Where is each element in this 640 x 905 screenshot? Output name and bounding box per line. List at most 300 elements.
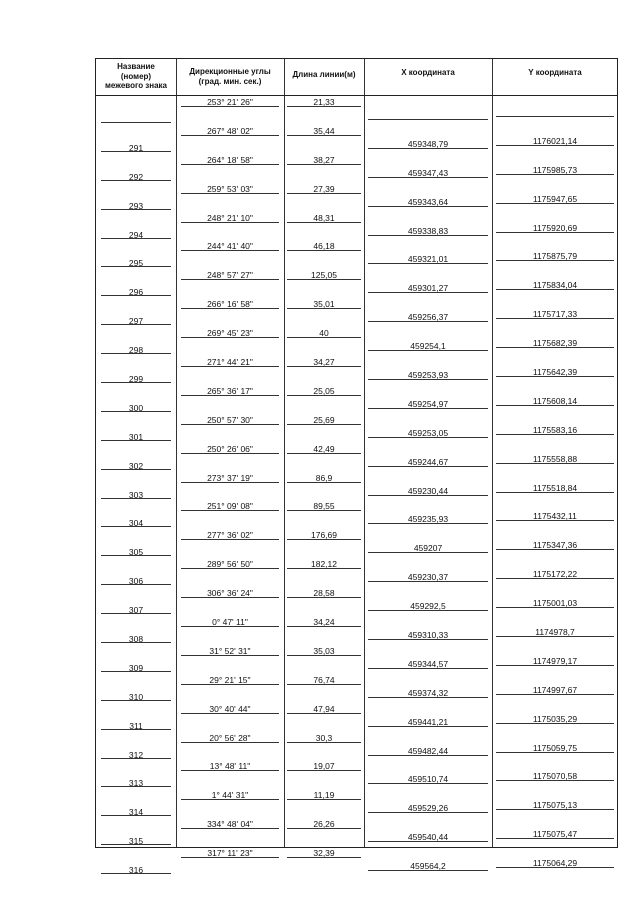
line-length: 89,55 — [313, 501, 335, 512]
y-coordinate: 1175432,11 — [533, 511, 577, 522]
point-name: 297 — [128, 316, 144, 327]
point-name: 309 — [128, 662, 144, 673]
point-name: 299 — [128, 374, 144, 385]
point-underline — [101, 382, 171, 383]
line-length: 35,44 — [313, 125, 335, 136]
y-underline — [496, 463, 614, 464]
table-row — [96, 817, 617, 846]
point-name: 294 — [128, 229, 144, 240]
point-name: 301 — [128, 431, 144, 442]
direction-angle: 277° 36' 02" — [207, 530, 253, 541]
line-length: 46,18 — [313, 241, 335, 252]
length-underline — [287, 713, 361, 714]
direction-underline — [181, 828, 279, 829]
direction-angle: 250° 57' 30" — [207, 414, 253, 425]
length-underline — [287, 424, 361, 425]
x-coordinate: 459235,93 — [407, 514, 449, 525]
x-underline — [368, 668, 488, 669]
length-underline — [287, 510, 361, 511]
x-coordinate: 459254,1 — [410, 341, 446, 352]
y-underline — [496, 520, 614, 521]
length-underline — [287, 742, 361, 743]
header-line: (номер) — [120, 71, 152, 81]
line-length: 86,9 — [315, 472, 333, 483]
length-underline — [287, 193, 361, 194]
x-underline — [368, 206, 488, 207]
x-underline — [368, 379, 488, 380]
direction-underline — [181, 568, 279, 569]
length-underline — [287, 135, 361, 136]
point-name: 316 — [128, 865, 144, 876]
x-underline — [368, 495, 488, 496]
table-row — [96, 297, 617, 326]
y-underline — [496, 867, 614, 868]
point-underline — [101, 700, 171, 701]
table-row — [96, 211, 617, 240]
direction-angle: 13° 48' 11" — [209, 761, 251, 772]
point-underline — [101, 526, 171, 527]
boundary-points-table — [95, 58, 618, 876]
header-line: Название — [117, 62, 155, 71]
header-point-name — [96, 62, 176, 91]
point-underline — [101, 469, 171, 470]
direction-angle: 251° 09' 08" — [207, 501, 253, 512]
y-coordinate: 1175834,04 — [532, 280, 578, 291]
table-row — [96, 442, 617, 471]
direction-angle: 266° 16' 58" — [207, 299, 253, 310]
y-underline — [496, 405, 614, 406]
table-row — [96, 268, 617, 297]
y-coordinate: 1174997,67 — [532, 684, 578, 695]
point-underline — [101, 844, 171, 845]
point-name: 306 — [128, 576, 144, 587]
x-underline — [368, 523, 488, 524]
point-underline — [101, 209, 171, 210]
direction-angle: 264° 18' 58" — [207, 154, 253, 165]
table-row — [96, 586, 617, 615]
header-line-length: Длина линии(м) — [292, 70, 356, 79]
header-line: Дирекционные углы — [189, 67, 271, 76]
y-underline — [496, 116, 614, 117]
y-underline — [496, 549, 614, 550]
table-row — [96, 413, 617, 442]
direction-angle: 317° 11' 23" — [207, 848, 253, 859]
y-underline — [496, 578, 614, 579]
x-coordinate: 459510,74 — [407, 774, 449, 785]
point-underline — [101, 353, 171, 354]
direction-underline — [181, 770, 279, 771]
y-underline — [496, 260, 614, 261]
x-coordinate: 459338,83 — [407, 225, 449, 236]
y-coordinate: 1176021,14 — [532, 135, 578, 146]
y-coordinate: 1175985,73 — [532, 164, 578, 175]
direction-angle: 244° 41' 40" — [207, 241, 253, 252]
y-underline — [496, 636, 614, 637]
length-underline — [287, 799, 361, 800]
line-length: 34,24 — [313, 617, 335, 628]
length-underline — [287, 279, 361, 280]
x-underline — [368, 408, 488, 409]
x-coordinate: 459254,97 — [407, 398, 449, 409]
point-name: 311 — [129, 720, 143, 731]
y-coordinate: 1175035,29 — [532, 713, 578, 724]
y-underline — [496, 492, 614, 493]
point-underline — [101, 440, 171, 441]
x-coordinate: 459540,44 — [407, 832, 449, 843]
direction-underline — [181, 308, 279, 309]
table-row — [96, 355, 617, 384]
x-coordinate: 459253,05 — [407, 427, 449, 438]
x-underline — [368, 177, 488, 178]
y-coordinate: 1175920,69 — [532, 222, 578, 233]
y-underline — [496, 203, 614, 204]
table-row — [96, 499, 617, 528]
table-row — [96, 615, 617, 644]
direction-angle: 0° 47' 11" — [212, 617, 248, 628]
length-underline — [287, 857, 361, 858]
header-line: (град. мин. сек.) — [198, 76, 262, 86]
length-underline — [287, 106, 361, 107]
length-underline — [287, 395, 361, 396]
point-name: 307 — [128, 605, 144, 616]
x-coordinate: 459348,79 — [407, 138, 449, 149]
y-coordinate: 1175583,16 — [532, 424, 578, 435]
direction-underline — [181, 395, 279, 396]
y-coordinate: 1175717,33 — [532, 309, 578, 320]
x-underline — [368, 119, 488, 120]
x-coordinate: 459347,43 — [407, 167, 449, 178]
point-name: 302 — [128, 460, 144, 471]
table-row — [96, 702, 617, 731]
x-coordinate: 459344,57 — [407, 658, 449, 669]
table-row — [96, 326, 617, 355]
length-underline — [287, 308, 361, 309]
direction-underline — [181, 713, 279, 714]
point-name: 296 — [128, 287, 144, 298]
direction-angle: 253° 21' 26" — [207, 97, 253, 107]
point-name: 298 — [128, 345, 144, 356]
x-underline — [368, 466, 488, 467]
x-underline — [368, 610, 488, 611]
x-coordinate: 459321,01 — [407, 254, 449, 265]
y-coordinate: 1175075,47 — [532, 829, 578, 840]
y-underline — [496, 289, 614, 290]
length-underline — [287, 337, 361, 338]
table-row — [96, 471, 617, 500]
point-underline — [101, 180, 171, 181]
direction-underline — [181, 684, 279, 685]
point-name: 315 — [128, 836, 144, 847]
y-underline — [496, 723, 614, 724]
y-coordinate: 1175608,14 — [532, 395, 578, 406]
y-coordinate: 1175947,65 — [532, 193, 578, 204]
x-underline — [368, 783, 488, 784]
line-length: 38,27 — [313, 154, 335, 165]
line-length: 28,58 — [313, 588, 335, 599]
length-underline — [287, 222, 361, 223]
direction-angle: 259° 53' 03" — [207, 183, 253, 194]
point-name: 305 — [128, 547, 144, 558]
x-coordinate: 459301,27 — [407, 283, 449, 294]
direction-underline — [181, 135, 279, 136]
point-name: 304 — [128, 518, 144, 529]
line-length: 176,69 — [311, 530, 337, 541]
direction-underline — [181, 193, 279, 194]
length-underline — [287, 568, 361, 569]
length-underline — [287, 655, 361, 656]
x-underline — [368, 870, 488, 871]
x-coordinate: 459564,2 — [410, 861, 446, 872]
line-length: 27,39 — [313, 183, 335, 194]
direction-underline — [181, 626, 279, 627]
x-coordinate: 459529,26 — [407, 803, 449, 814]
point-name: 291 — [128, 142, 144, 153]
point-name: 303 — [128, 489, 144, 500]
x-underline — [368, 552, 488, 553]
y-coordinate: 1175172,22 — [532, 569, 578, 580]
point-underline — [101, 295, 171, 296]
line-length: 11,19 — [313, 790, 335, 801]
table-row — [96, 239, 617, 268]
line-length: 47,94 — [313, 703, 335, 714]
direction-angle: 269° 45' 23" — [207, 328, 253, 339]
direction-underline — [181, 799, 279, 800]
line-length: 26,26 — [313, 819, 335, 830]
point-name: 314 — [128, 807, 144, 818]
direction-angle: 289° 56' 50" — [207, 559, 253, 570]
y-underline — [496, 838, 614, 839]
line-length: 25,05 — [313, 385, 335, 396]
line-length: 40 — [319, 328, 329, 339]
x-coordinate: 459482,44 — [407, 745, 449, 756]
x-underline — [368, 581, 488, 582]
direction-underline — [181, 366, 279, 367]
y-underline — [496, 809, 614, 810]
length-underline — [287, 164, 361, 165]
direction-underline — [181, 222, 279, 223]
line-length: 125,05 — [311, 270, 337, 281]
x-underline — [368, 841, 488, 842]
y-coordinate: 1175059,75 — [532, 742, 578, 753]
y-coordinate: 1175518,84 — [532, 482, 578, 493]
x-underline — [368, 321, 488, 322]
direction-angle: 248° 21' 10" — [207, 212, 253, 223]
x-underline — [368, 755, 488, 756]
x-coordinate: 459253,93 — [407, 370, 449, 381]
point-underline — [101, 729, 171, 730]
length-underline — [287, 539, 361, 540]
point-underline — [101, 584, 171, 585]
y-coordinate: 1175347,36 — [532, 540, 578, 551]
point-underline — [101, 555, 171, 556]
table-body — [96, 95, 617, 875]
x-underline — [368, 437, 488, 438]
y-coordinate: 1175075,13 — [532, 800, 578, 811]
point-name: 293 — [128, 200, 144, 211]
y-coordinate: 1175070,58 — [532, 771, 578, 782]
line-length: 25,69 — [313, 414, 335, 425]
x-coordinate: 459230,37 — [407, 572, 449, 583]
point-underline — [101, 786, 171, 787]
x-underline — [368, 726, 488, 727]
y-coordinate: 1174979,17 — [532, 655, 578, 666]
point-name: 310 — [128, 691, 144, 702]
line-length: 32,39 — [313, 848, 335, 859]
x-coordinate: 459230,44 — [407, 485, 449, 496]
direction-angle: 29° 21' 15" — [209, 674, 251, 685]
x-underline — [368, 235, 488, 236]
length-underline — [287, 482, 361, 483]
table-row — [96, 788, 617, 817]
header-x-coordinate: X координата — [401, 68, 455, 77]
direction-underline — [181, 337, 279, 338]
table-row — [96, 557, 617, 586]
direction-underline — [181, 250, 279, 251]
direction-angle: 265° 36' 17" — [207, 385, 253, 396]
point-name: 308 — [128, 634, 144, 645]
y-coordinate: 1175682,39 — [532, 338, 578, 349]
y-underline — [496, 607, 614, 608]
table-row — [96, 759, 617, 788]
point-underline — [101, 324, 171, 325]
y-underline — [496, 694, 614, 695]
direction-angle: 271° 44' 21" — [207, 357, 253, 368]
direction-angle: 1° 44' 31" — [211, 790, 249, 801]
length-underline — [287, 828, 361, 829]
y-underline — [496, 752, 614, 753]
y-coordinate: 1175558,88 — [532, 453, 578, 464]
y-underline — [496, 232, 614, 233]
x-underline — [368, 148, 488, 149]
direction-angle: 30° 40' 44" — [209, 703, 251, 714]
length-underline — [287, 684, 361, 685]
y-coordinate: 1175064,29 — [532, 858, 578, 869]
y-underline — [496, 318, 614, 319]
line-length: 35,01 — [313, 299, 335, 310]
y-coordinate: 1175001,03 — [532, 598, 578, 609]
line-length: 35,03 — [313, 645, 335, 656]
x-underline — [368, 812, 488, 813]
x-coordinate: 459207 — [413, 543, 443, 554]
table-row — [96, 124, 617, 153]
length-underline — [287, 597, 361, 598]
table-row — [96, 384, 617, 413]
point-underline — [101, 671, 171, 672]
table-row — [96, 644, 617, 673]
table-row — [96, 153, 617, 182]
point-underline — [101, 758, 171, 759]
direction-angle: 267° 48' 02" — [207, 125, 253, 136]
point-underline — [101, 873, 171, 874]
point-underline — [101, 122, 171, 123]
point-underline — [101, 642, 171, 643]
y-coordinate: 1175642,39 — [532, 367, 578, 378]
x-coordinate: 459343,64 — [407, 196, 449, 207]
direction-underline — [181, 510, 279, 511]
point-underline — [101, 498, 171, 499]
table-row — [96, 731, 617, 760]
y-underline — [496, 347, 614, 348]
y-underline — [496, 174, 614, 175]
point-name: 312 — [128, 749, 144, 760]
y-coordinate: 1175875,79 — [532, 251, 578, 262]
direction-underline — [181, 279, 279, 280]
y-underline — [496, 145, 614, 146]
point-underline — [101, 266, 171, 267]
header-line: межевого знака — [104, 81, 168, 90]
direction-angle: 334° 48' 04" — [207, 819, 253, 830]
point-underline — [101, 238, 171, 239]
x-underline — [368, 263, 488, 264]
direction-angle: 306° 36' 24" — [207, 588, 253, 599]
direction-angle: 250° 26' 06" — [207, 443, 253, 454]
direction-underline — [181, 742, 279, 743]
direction-underline — [181, 597, 279, 598]
line-length: 19,07 — [313, 761, 335, 772]
line-length: 48,31 — [313, 212, 335, 223]
y-underline — [496, 434, 614, 435]
table-row — [96, 673, 617, 702]
direction-underline — [181, 539, 279, 540]
x-coordinate: 459441,21 — [407, 716, 449, 727]
direction-angle: 248° 57' 27" — [207, 270, 253, 281]
direction-angle: 31° 52' 31" — [209, 645, 251, 656]
direction-underline — [181, 424, 279, 425]
x-underline — [368, 350, 488, 351]
line-length: 42,49 — [313, 443, 335, 454]
point-name: 300 — [128, 402, 144, 413]
point-name: 295 — [128, 258, 144, 269]
length-underline — [287, 250, 361, 251]
line-length: 21,33 — [313, 97, 335, 107]
point-underline — [101, 815, 171, 816]
x-coordinate: 459374,32 — [407, 687, 449, 698]
x-coordinate: 459244,67 — [407, 456, 449, 467]
table-row — [96, 846, 617, 875]
direction-underline — [181, 857, 279, 858]
point-name: 292 — [128, 171, 144, 182]
direction-underline — [181, 453, 279, 454]
length-underline — [287, 453, 361, 454]
length-underline — [287, 366, 361, 367]
x-underline — [368, 639, 488, 640]
length-underline — [287, 626, 361, 627]
direction-underline — [181, 106, 279, 107]
direction-underline — [181, 482, 279, 483]
line-length: 76,74 — [313, 674, 335, 685]
line-length: 30,3 — [315, 732, 333, 743]
x-coordinate: 459310,33 — [407, 630, 449, 641]
y-underline — [496, 665, 614, 666]
y-coordinate: 1174978,7 — [535, 627, 575, 638]
line-length: 182,12 — [311, 559, 337, 570]
table-row — [96, 182, 617, 211]
point-underline — [101, 411, 171, 412]
point-underline — [101, 613, 171, 614]
length-underline — [287, 770, 361, 771]
y-underline — [496, 376, 614, 377]
x-coordinate: 459256,37 — [407, 312, 449, 323]
direction-underline — [181, 655, 279, 656]
table-row — [96, 95, 617, 124]
table-row — [96, 528, 617, 557]
line-length: 34,27 — [313, 357, 335, 368]
x-underline — [368, 697, 488, 698]
header-direction-angles — [176, 67, 284, 86]
x-coordinate: 459292,5 — [410, 601, 446, 612]
y-underline — [496, 780, 614, 781]
direction-underline — [181, 164, 279, 165]
